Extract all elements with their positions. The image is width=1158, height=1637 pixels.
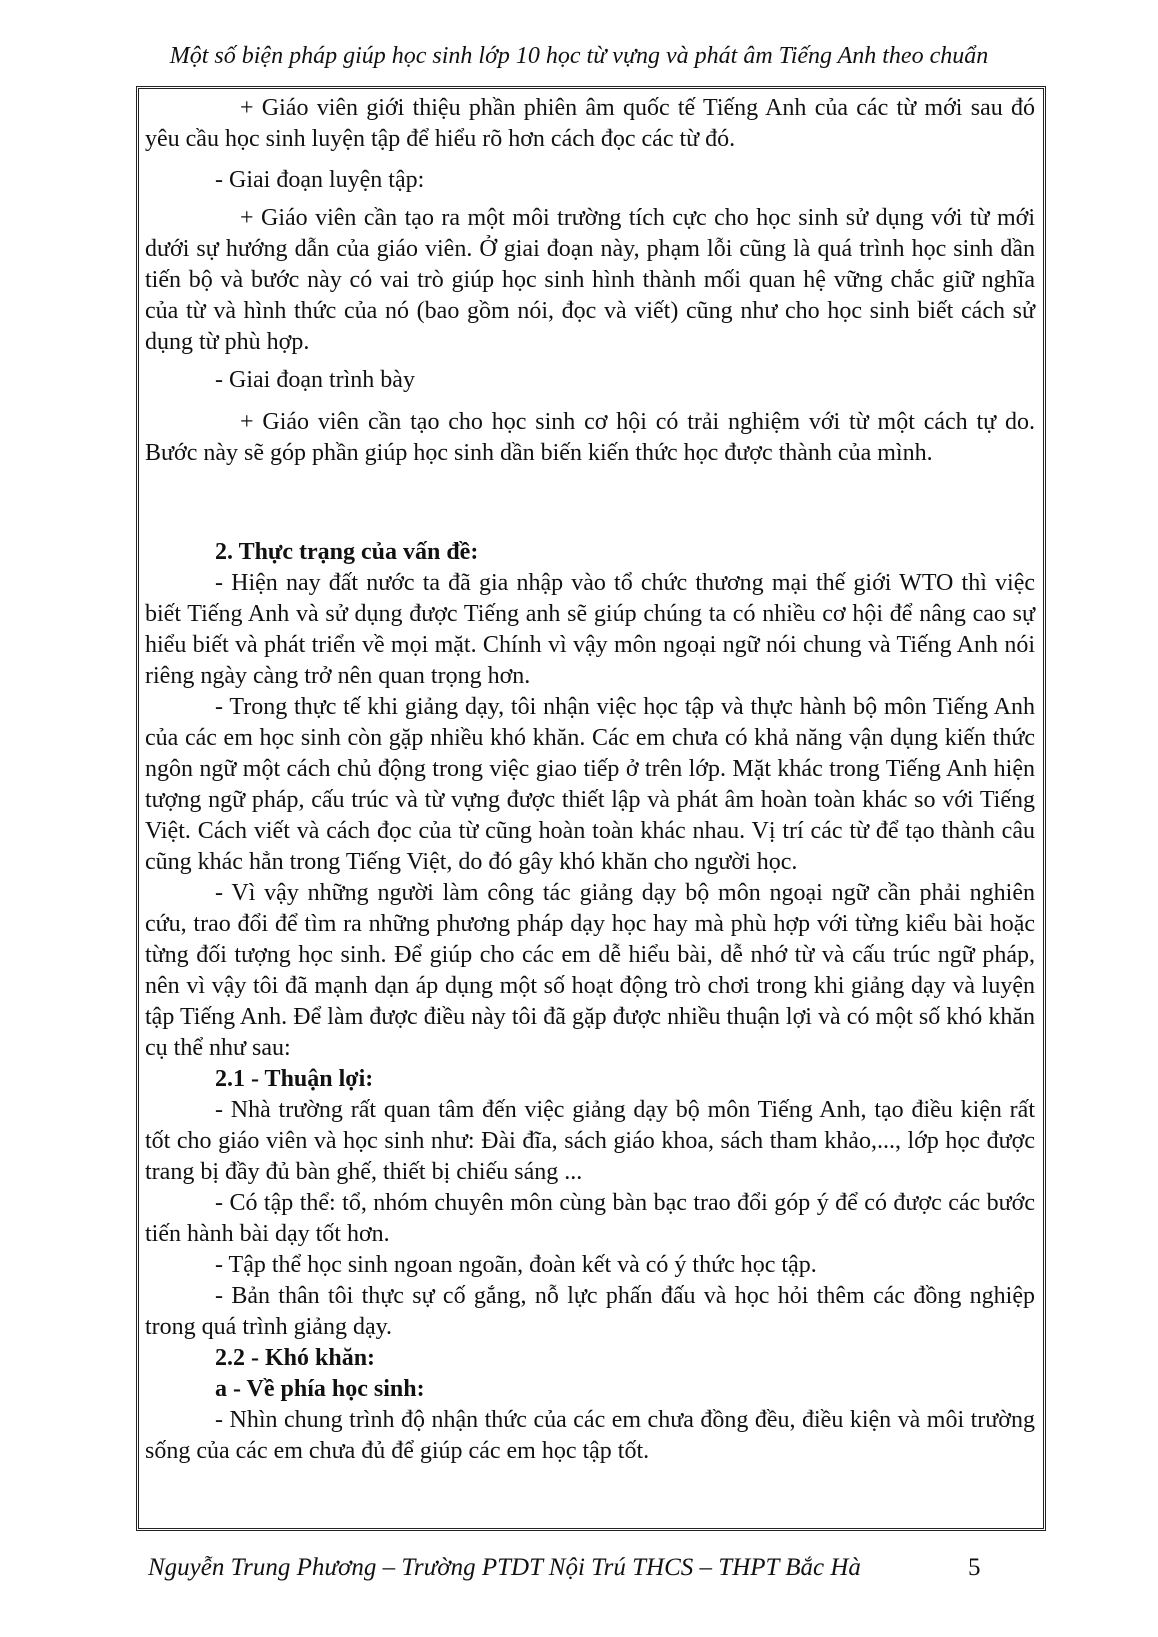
content-block-intro: [145, 93, 1035, 155]
content-block-section-2: [145, 537, 1035, 1467]
paragraph-advantage-students: - Tập thể học sinh ngoan ngoãn, đoàn kết và có ý thức học tập.: [215, 1252, 817, 1278]
paragraph-wto: - Hiện nay đất nước ta đã gia nhập vào tổ chức thương mại thế giới WTO thì việc biết Tiếng Anh và sử dụng được Tiếng anh sẽ giúp chúng ta có nhiều cơ hội để nâng cao sự hiểu biết và phát triển về mọi mặt. Chính vì vậy môn ngoại ngữ nói chung và Tiếng Anh nói riêng ngày càng trở nên quan trọng hơn.: [145, 570, 1035, 689]
paragraph-practice-detail: + Giáo viên cần tạo ra một môi trường tích cực cho học sinh sử dụng với từ mới dưới sự hướng dẫn của giáo viên. Ở giai đoạn này, phạm lỗi cũng là quá trình học sinh dần tiến bộ và bước này có vai trò giúp học sinh hình thành mối quan hệ vững chắc giữ nghĩa của từ và hình thức của nó (bao gồm nói, đọc và viết) cũng như cho học sinh biết cách sử dụng từ phù hợp.: [145, 205, 1035, 355]
paragraph-reality: - Trong thực tế khi giảng dạy, tôi nhận việc học tập và thực hành bộ môn Tiếng Anh của các em học sinh còn gặp nhiều khó khăn. Các em chưa có khả năng vận dụng kiến thức ngôn ngữ một cách chủ động trong việc giao tiếp ở trên lớp. Mặt khác trong Tiếng Anh hiện tượng ngữ pháp, cấu trúc và từ vựng được thiết lập và phát âm hoàn toàn khác so với Tiếng Việt. Cách viết và cách đọc của từ cũng hoàn toàn khác nhau. Vị trí các từ để tạo thành câu cũng khác hẳn trong Tiếng Việt, do đó gây khó khăn cho người học.: [145, 694, 1035, 875]
section-heading-2-2: 2.2 - Khó khăn:: [215, 1345, 376, 1371]
paragraph-advantage-team: - Có tập thể: tổ, nhóm chuyên môn cùng bàn bạc trao đổi góp ý để có được các bước tiến hành bài dạy tốt hơn.: [145, 1190, 1035, 1247]
paragraph-advantage-self: - Bản thân tôi thực sự cố gắng, nỗ lực phấn đấu và học hỏi thêm các đồng nghiệp trong quá trình giảng dạy.: [145, 1283, 1035, 1340]
content-block-practice: [145, 203, 1035, 358]
paragraph-research: - Vì vậy những người làm công tác giảng dạy bộ môn ngoại ngữ cần phải nghiên cứu, trao đổi để tìm ra những phương pháp dạy học hay mà phù hợp với từng kiểu bài hoặc từng đối tượng học sinh. Để giúp cho các em dễ hiểu bài, dễ nhớ từ và cấu trúc ngữ pháp, nên vì vậy tôi đã mạnh dạn áp dụng một số hoạt động trò chơi trong khi giảng dạy và luyện tập Tiếng Anh. Để làm được điều này tôi đã gặp được nhiều thuận lợi và có một số khó khăn cụ thể như sau:: [145, 880, 1035, 1061]
page-number: 5: [968, 1554, 981, 1581]
paragraph-difficulty-students: - Nhìn chung trình độ nhận thức của các em chưa đồng đều, điều kiện và môi trường sống của các em chưa đủ để giúp các em học tập tốt.: [145, 1407, 1035, 1464]
section-heading-a: a - Về phía học sinh:: [215, 1376, 425, 1402]
paragraph-phonetic-intro: + Giáo viên giới thiệu phần phiên âm quốc tế Tiếng Anh của các từ mới sau đó yêu cầu học sinh luyện tập để hiểu rõ hơn cách đọc các từ đó.: [145, 95, 1035, 152]
section-heading-2-1: 2.1 - Thuận lợi:: [215, 1066, 374, 1092]
content-block-presentation: [145, 407, 1035, 469]
section-heading-2: 2. Thực trạng của vấn đề:: [215, 539, 479, 565]
paragraph-practice-stage: - Giai đoạn luyện tập:: [215, 167, 425, 193]
paragraph-advantage-school: - Nhà trường rất quan tâm đến việc giảng dạy bộ môn Tiếng Anh, tạo điều kiện rất tốt cho giáo viên và học sinh như: Đài đĩa, sách giáo khoa, sách tham khảo,..., lớp học được trang bị đầy đủ bàn ghế, thiết bị chiếu sáng ...: [145, 1097, 1035, 1185]
content-block-practice-label: [145, 165, 1035, 196]
page-header: Một số biện pháp giúp học sinh lớp 10 học từ vựng và phát âm Tiếng Anh theo chuẩn: [169, 43, 989, 69]
page-footer-author: Nguyễn Trung Phương – Trường PTDT Nội Trú THCS – THPT Bắc Hà: [148, 1554, 861, 1581]
paragraph-presentation-detail: + Giáo viên cần tạo cho học sinh cơ hội có trải nghiệm với từ một cách tự do. Bước này sẽ góp phần giúp học sinh dần biến kiến thức học được thành của mình.: [145, 409, 1035, 466]
paragraph-presentation-stage: - Giai đoạn trình bày: [215, 367, 415, 393]
content-block-presentation-label: [145, 365, 1035, 396]
